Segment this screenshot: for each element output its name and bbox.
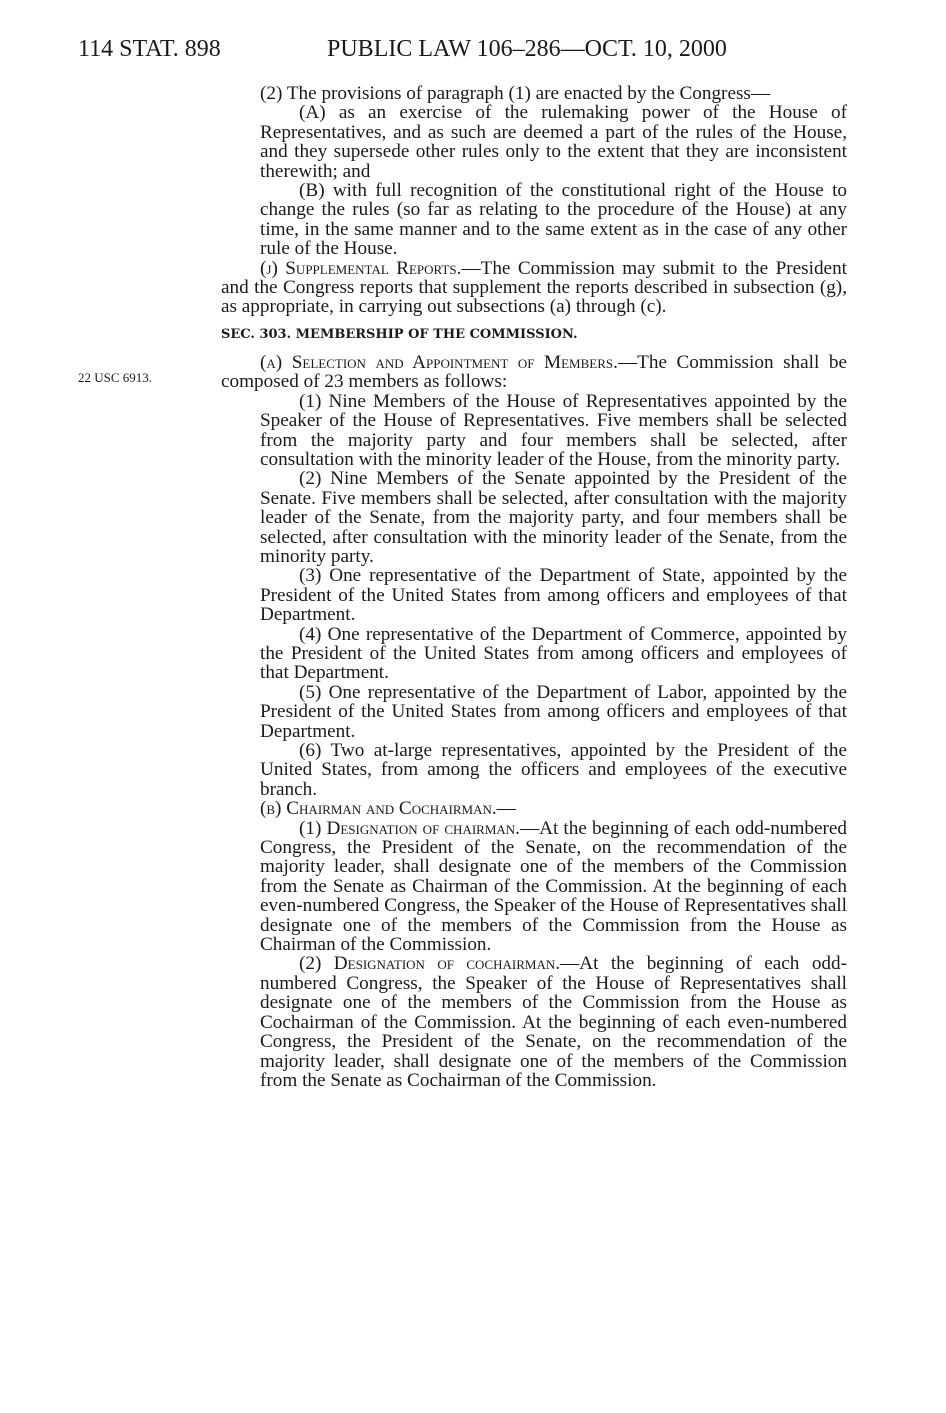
statute-text xyxy=(221,84,847,1090)
chairman-heading: (1) Designation of chairman. xyxy=(299,817,520,839)
subsection-a xyxy=(221,353,847,392)
usc-margin-citation: 22 USC 6913. xyxy=(78,370,153,385)
subsection-a-heading: (a) Selection and Appointment of Members. xyxy=(260,351,618,373)
subparagraph-a: (A) as an exercise of the rulemaking power of the House of Representatives, and as such are deemed a part of the rules of the House, and they supersede other rules only to the extent that they are inconsistent therewith; and xyxy=(260,102,847,182)
cochairman-text: —At the beginning of each odd-numbered Congress, the Speaker of the House of Representatives shall designate one of the members of the Commission from the House as Cochairman of the Commission. At the beginning of each even-numbered Congress, the President of the Senate, on the recommendation of the majority leader, shall designate one of the members of the Commission from the Senate as Cochairman of the Commission. xyxy=(260,953,847,1091)
chairman-text: —At the beginning of each odd-numbered Congress, the President of the Senate, on the recommendation of the majority leader, shall designate one of the members of the Commission from the Senate as Chairman of the Commission. At the beginning of each even-numbered Congress, the Speaker of the House of Representatives shall designate one of the members of the Commission from the House as Chairman of the Commission. xyxy=(260,817,847,956)
member-clause-3: (3) One representative of the Department of State, appointed by the President of the United States from among officers and employees of that Department. xyxy=(260,565,847,626)
cochairman-designation xyxy=(260,954,847,1090)
chairman-designation xyxy=(260,819,847,955)
subsection-j-heading: (j) Supplemental Reports. xyxy=(260,257,462,279)
cochairman-heading: (2) Designation of cochairman. xyxy=(299,953,561,975)
member-clause-2: (2) Nine Members of the Senate appointed by the President of the Senate. Five members shall be selected, after consultation with the majority leader of the Senate, from the majority party, and four members shall be selected, after consultation with the minority leader of the Senate, from the minority party. xyxy=(260,468,847,567)
subsection-j xyxy=(221,259,847,317)
section-heading: SEC. 303. MEMBERSHIP OF THE COMMISSION. xyxy=(221,326,578,342)
statute-page-number: 114 STAT. 898 xyxy=(78,36,221,62)
subsection-a-text: —The Commission shall be composed of 23 members as follows: xyxy=(221,351,847,393)
subparagraph-b: (B) with full recognition of the constitutional right of the House to change the rules (so far as relating to the procedure of the House) at any time, in the same manner and to the same extent as in the case of any other rule of the House. xyxy=(260,180,847,260)
member-clause-1: (1) Nine Members of the House of Representatives appointed by the Speaker of the House of Representatives. Five members shall be selected from the majority party and four members shall be selected, after consultation with the minority leader of the House, from the minority party. xyxy=(260,390,847,470)
member-clause-6: (6) Two at-large representatives, appointed by the President of the United States, from among the officers and employees of the executive branch. xyxy=(260,740,847,800)
subsection-b xyxy=(221,799,847,818)
paragraph-2: (2) The provisions of paragraph (1) are enacted by the Congress— xyxy=(260,83,771,104)
member-clause-4: (4) One representative of the Department of Commerce, appointed by the President of the United States from among officers and employees of that Department. xyxy=(260,623,847,684)
subsection-j-text: —The Commission may submit to the President and the Congress reports that supplement the reports described in subsection (g), as appropriate, in carrying out subsections (a) through (c). xyxy=(221,257,847,318)
subsection-b-heading: (b) Chairman and Cochairman.— xyxy=(260,798,516,820)
public-law-citation: PUBLIC LAW 106–286—OCT. 10, 2000 xyxy=(327,36,727,62)
member-clause-5: (5) One representative of the Department of Labor, appointed by the President of the United States from among officers and employees of that Department. xyxy=(260,681,847,742)
